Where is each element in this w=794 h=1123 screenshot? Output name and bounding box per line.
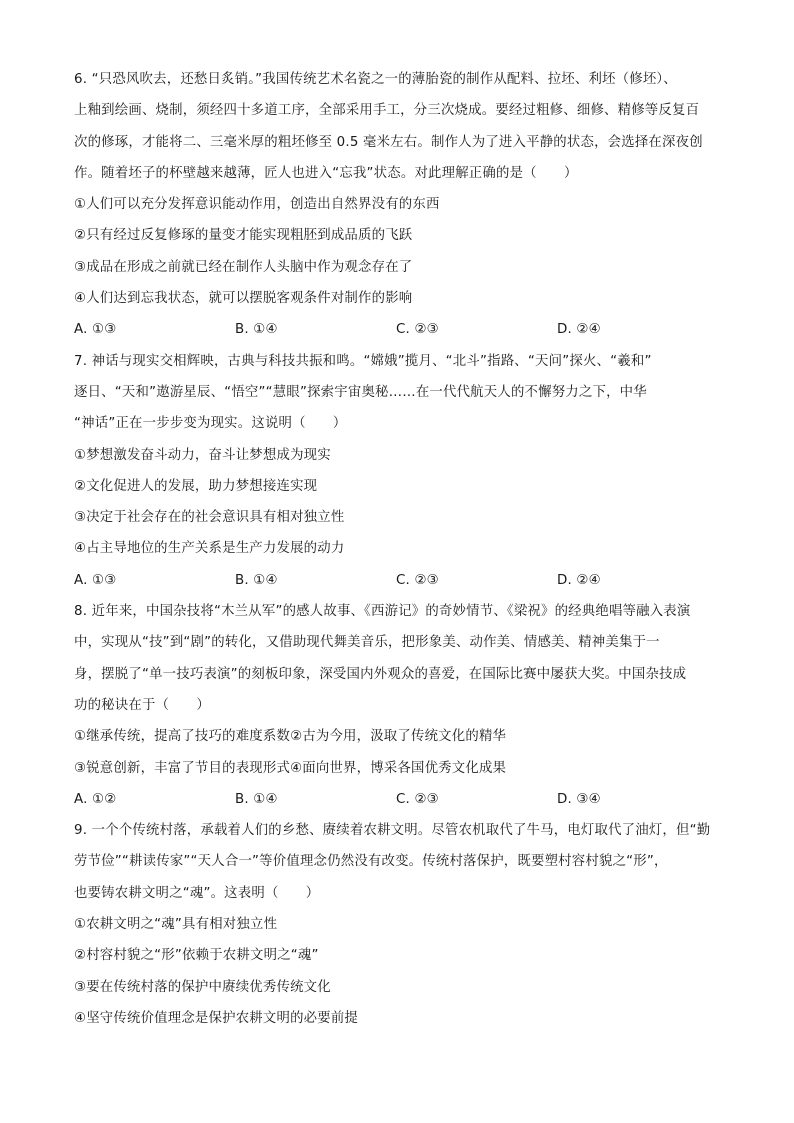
option-b[interactable]: B. ①④ <box>235 322 278 338</box>
question-stem-line: 7. 神话与现实交相辉映，古典与科技共振和鸣。“嫦娥”揽月、“北斗”指路、“天问”探火、“羲和” <box>74 353 652 369</box>
option-c[interactable]: C. ②③ <box>396 322 439 338</box>
question-8 <box>74 596 734 815</box>
statement: ①农耕文明之“魂”具有相对独立性 <box>74 917 278 933</box>
option-c[interactable]: C. ②③ <box>396 791 439 807</box>
option-d[interactable]: D. ③④ <box>557 791 601 807</box>
statement: ③锐意创新，丰富了节目的表现形式④面向世界，博采各国优秀文化成果 <box>74 760 507 776</box>
question-stem-line: 功的秘诀在于（ ） <box>74 697 210 713</box>
answer-options <box>74 565 734 596</box>
statement: ③要在传统村落的保护中赓续优秀传统文化 <box>74 979 331 995</box>
question-stem-line: 逐日、“天和”遨游星辰、“悟空”“慧眼”探索宇宙奥秘……在一代代航天人的不懈努力之下，中华 <box>74 384 647 400</box>
statement: ④坚守传统价值理念是保护农耕文明的必要前提 <box>74 1010 359 1026</box>
question-stem-line: 身，摆脱了“单一技巧表演”的刻板印象，深受国内外观众的喜爱，在国际比赛中屡获大奖。中国杂技成 <box>74 666 687 682</box>
question-stem-line: 8. 近年来，中国杂技将“木兰从军”的感人故事、《西游记》的奇妙情节、《梁祝》的经典绝唱等融入表演 <box>74 604 691 620</box>
question-9 <box>74 815 734 1034</box>
question-stem-line: 次的修琢，才能将二、三毫米厚的粗坯修至 0.5 毫米左右。制作人为了进入平静的状态，会选择在深夜创 <box>74 134 703 150</box>
exam-page <box>74 64 734 1034</box>
question-stem-line: 6. “只恐风吹去，还愁日炙销。”我国传统艺术名瓷之一的薄胎瓷的制作从配料、拉坯、利坯（修坯）、 <box>74 72 677 87</box>
option-c[interactable]: C. ②③ <box>396 572 439 588</box>
statement: ①继承传统，提高了技巧的难度系数②古为今用，汲取了传统文化的精华 <box>74 729 507 745</box>
statement: ②文化促进人的发展，助力梦想接连实现 <box>74 478 318 494</box>
option-a[interactable]: A. ①② <box>74 791 117 807</box>
statement: ④人们达到忘我状态，就可以摆脱客观条件对制作的影响 <box>74 291 413 307</box>
option-a[interactable]: A. ①③ <box>74 572 117 588</box>
statement: ③成品在形成之前就已经在制作人头脑中作为观念存在了 <box>74 259 413 275</box>
question-7 <box>74 346 734 596</box>
question-stem-line: 作。随着坯子的杯壁越来越薄，匠人也进入“忘我”状态。对此理解正确的是（ ） <box>74 165 578 181</box>
answer-options <box>74 784 734 815</box>
statement: ②村容村貌之“形”依赖于农耕文明之“魂” <box>74 948 319 964</box>
question-stem-line: 劳节俭”“耕读传家”“天人合一”等价值理念仍然没有改变。传统村落保护，既要塑村容村貌之“形”， <box>74 854 668 870</box>
question-stem-line: 9. 一个个传统村落，承载着人们的乡愁、赓续着农耕文明。尽管农机取代了牛马，电灯取代了油灯，但“勤 <box>74 823 711 839</box>
question-stem-line: 中，实现从“技”到“剧”的转化，又借助现代舞美音乐，把形象美、动作美、情感美、精神美集于一 <box>74 635 660 651</box>
statement: ④占主导地位的生产关系是生产力发展的动力 <box>74 541 345 557</box>
option-d[interactable]: D. ②④ <box>557 572 601 588</box>
statement: ③决定于社会存在的社会意识具有相对独立性 <box>74 510 345 526</box>
question-6 <box>74 64 734 346</box>
question-stem-line: “神话”正在一步步变为现实。这说明（ ） <box>74 416 347 432</box>
option-a[interactable]: A. ①③ <box>74 322 117 338</box>
question-stem-line: 上釉到绘画、烧制，须经四十多道工序，全部采用手工，分三次烧成。要经过粗修、细修、精修等反复百 <box>74 103 700 119</box>
statement: ①人们可以充分发挥意识能动作用，创造出自然界没有的东西 <box>74 197 440 213</box>
option-b[interactable]: B. ①④ <box>235 572 278 588</box>
question-stem-line: 也要铸农耕文明之“魂”。这表明（ ） <box>74 885 320 901</box>
statement: ②只有经过反复修琢的量变才能实现粗胚到成品质的飞跃 <box>74 228 413 244</box>
option-d[interactable]: D. ②④ <box>557 322 601 338</box>
answer-options <box>74 314 734 345</box>
statement: ①梦想激发奋斗动力，奋斗让梦想成为现实 <box>74 447 331 463</box>
option-b[interactable]: B. ①④ <box>235 791 278 807</box>
